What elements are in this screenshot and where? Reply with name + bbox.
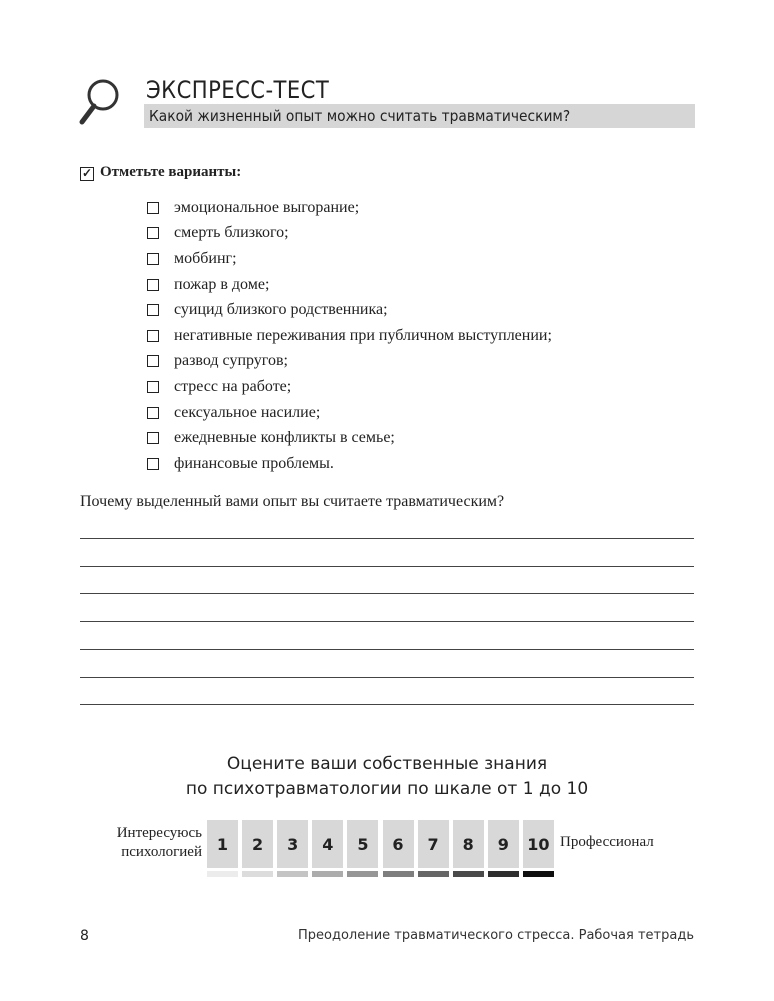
scale-left-line1: Интересуюсь [116,825,202,841]
scale-shade-bar [383,871,414,877]
question-banner [144,104,695,128]
scale-box-5[interactable]: 5 [347,820,378,868]
checkbox[interactable] [147,381,159,393]
option-item[interactable] [147,451,552,477]
option-item[interactable] [147,246,552,272]
book-title: Преодоление травматического стресса. Рабочая тетрадь [298,928,694,943]
option-item[interactable] [147,221,552,247]
scale-shade-bar [523,871,554,877]
scale-shade-bar [242,871,273,877]
scale-left-line2: психологией [121,844,202,860]
scale-box-4[interactable]: 4 [312,820,343,868]
option-label: развод супругов; [174,352,288,370]
checkbox[interactable] [147,432,159,444]
scale-box-10[interactable]: 10 [523,820,554,868]
option-label: пожар в доме; [174,275,270,293]
scale-title [0,752,774,802]
checkbox[interactable] [147,458,159,470]
option-label: стресс на работе; [174,377,292,395]
answer-line[interactable] [80,677,694,678]
scale-left-label [98,824,202,862]
option-item[interactable] [147,297,552,323]
option-label: финансовые проблемы. [174,454,334,472]
option-label: смерть близкого; [174,224,289,242]
answer-line[interactable] [80,593,694,594]
option-label: суицид близкого родственника; [174,301,388,319]
instruction [80,164,241,181]
answer-line[interactable] [80,566,694,567]
section-title: ЭКСПРЕСС-ТЕСТ [146,76,330,104]
scale-shade-bar [207,871,238,877]
answer-line[interactable] [80,704,694,705]
option-item[interactable] [147,425,552,451]
scale-shade-bar [312,871,343,877]
checked-box-icon: ✓ [81,166,93,180]
scale-shade-bar [277,871,308,877]
checkbox[interactable] [147,227,159,239]
scale-title-line2: по психотравматологии по шкале от 1 до 10 [185,779,589,799]
option-label: ежедневные конфликты в семье; [174,429,395,447]
answer-line[interactable] [80,649,694,650]
answer-line[interactable] [80,621,694,622]
scale-box-2[interactable]: 2 [242,820,273,868]
scale-box-7[interactable]: 7 [418,820,449,868]
why-question: Почему выделенный вами опыт вы считаете травматическим? [80,493,505,510]
scale-right-label: Профессионал [560,834,654,850]
checkbox[interactable] [147,279,159,291]
checkbox[interactable] [147,202,159,214]
scale-shade-bar [488,871,519,877]
option-item[interactable] [147,400,552,426]
option-item[interactable] [147,323,552,349]
scale-shade-bar [453,871,484,877]
scale-box-1[interactable]: 1 [207,820,238,868]
options-list [147,195,552,477]
scale-shade-bar [347,871,378,877]
checkbox[interactable] [147,330,159,342]
answer-line[interactable] [80,538,694,539]
scale-shade-bar [418,871,449,877]
option-label: моббинг; [174,249,237,267]
scale-box-3[interactable]: 3 [277,820,308,868]
option-label: эмоциональное выгорание; [174,198,360,216]
question-text: Какой жизненный опыт можно считать травматическим? [149,107,571,125]
scale-box-6[interactable]: 6 [383,820,414,868]
magnifier-icon [78,78,122,128]
option-item[interactable] [147,374,552,400]
option-item[interactable] [147,272,552,298]
checkbox[interactable] [147,407,159,419]
checkbox[interactable] [147,355,159,367]
option-item[interactable] [147,349,552,375]
scale-title-line1: Оцените ваши собственные знания [226,754,548,774]
option-label: сексуальное насилие; [174,403,321,421]
checkbox[interactable] [147,253,159,265]
option-label: негативные переживания при публичном выступлении; [174,326,552,344]
checkbox[interactable] [147,304,159,316]
page-number: 8 [80,928,89,944]
scale-box-8[interactable]: 8 [453,820,484,868]
instruction-text: Отметьте варианты: [100,164,242,180]
option-item[interactable] [147,195,552,221]
scale-box-9[interactable]: 9 [488,820,519,868]
